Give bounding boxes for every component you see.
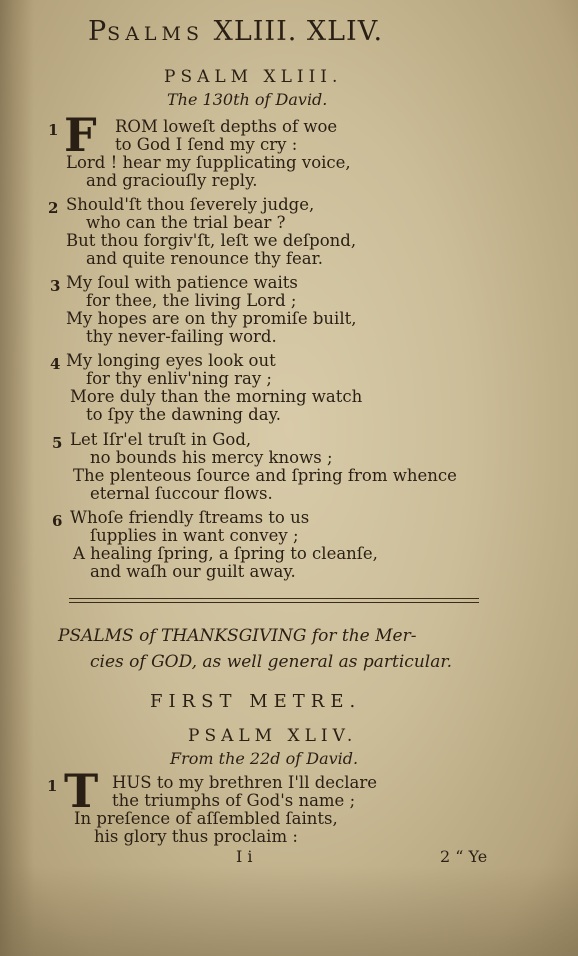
verse-line: ROM loweſt depths of woe	[115, 117, 338, 136]
stanza-number: 2	[48, 199, 59, 217]
section-divider	[69, 598, 479, 599]
psalm-44-heading: PSALM XLIV.	[188, 726, 358, 746]
stanza-number: 3	[50, 277, 61, 295]
stanza-number: 6	[52, 512, 63, 530]
verse-line: Lord ! hear my ſupplicating voice,	[66, 153, 351, 172]
verse-line: A healing ſpring, a ſpring to cleanſe,	[73, 544, 378, 563]
verse-line: for thy enliv'ning ray ;	[86, 369, 272, 388]
verse-line: ſupplies in want convey ;	[90, 526, 299, 545]
verse-line: Let Iſr'el truſt in God,	[70, 430, 252, 449]
verse-line: The plenteous ſource and ſpring from whence	[73, 466, 457, 485]
verse-line: the triumphs of God's name ;	[112, 791, 356, 810]
verse-line: to God I ſend my cry :	[115, 135, 298, 154]
psalm-43-heading: PSALM XLIII.	[164, 67, 343, 87]
drop-cap: T	[64, 764, 99, 818]
header-small-caps: SALMS	[107, 23, 204, 45]
stanza-number: 1	[48, 121, 59, 139]
page-bottom-shadow	[0, 866, 578, 956]
verse-line: for thee, the living Lord ;	[86, 291, 297, 310]
verse-line: and quite renounce thy fear.	[86, 249, 323, 268]
verse-line: My hopes are on thy promiſe built,	[66, 309, 357, 328]
verse-line: HUS to my brethren I'll declare	[112, 773, 378, 792]
verse-line: But thou forgiv'ſt, leſt we deſpond,	[66, 231, 357, 250]
verse-line: In preſence of aſſembled ſaints,	[74, 809, 338, 828]
header-initial: P	[88, 16, 108, 47]
stanza-number: 4	[50, 355, 61, 373]
verse-line: My longing eyes look out	[66, 351, 276, 370]
stanza-number: 1	[47, 777, 58, 795]
section-title-line-2: cies of GOD, as well general as particular.	[90, 652, 453, 672]
verse-line: Whoſe friendly ſtreams to us	[70, 508, 310, 527]
header-psalm-numbers: XLIII. XLIV.	[213, 16, 384, 47]
verse-line: no bounds his mercy knows ;	[90, 448, 333, 467]
verse-line: to ſpy the dawning day.	[86, 405, 281, 424]
running-header	[88, 16, 383, 47]
verse-line: More duly than the morning watch	[70, 387, 363, 406]
section-divider-thin	[69, 602, 479, 603]
verse-line: and graciouſly reply.	[86, 171, 258, 190]
psalm-44-subheading: From the 22d of David.	[170, 749, 359, 768]
verse-line: eternal ſuccour flows.	[90, 484, 273, 503]
verse-line: and waſh our guilt away.	[90, 562, 296, 581]
verse-line: who can the trial bear ?	[86, 213, 286, 232]
catchword: 2 “ Ye	[440, 847, 488, 866]
verse-line: his glory thus proclaim :	[94, 827, 298, 846]
psalm-43-subheading: The 130th of David.	[167, 90, 328, 109]
verse-line: thy never-failing word.	[86, 327, 277, 346]
verse-line: Should'ſt thou ſeverely judge,	[66, 195, 315, 214]
drop-cap: F	[64, 108, 97, 162]
signature-mark: I i	[236, 847, 253, 866]
section-title-line-1: PSALMS of THANKSGIVING for the Mer-	[58, 626, 417, 646]
verse-line: My ſoul with patience waits	[66, 273, 298, 292]
metre-heading: FIRST METRE.	[150, 691, 362, 712]
stanza-number: 5	[52, 434, 63, 452]
page-gutter-shadow	[0, 0, 34, 956]
